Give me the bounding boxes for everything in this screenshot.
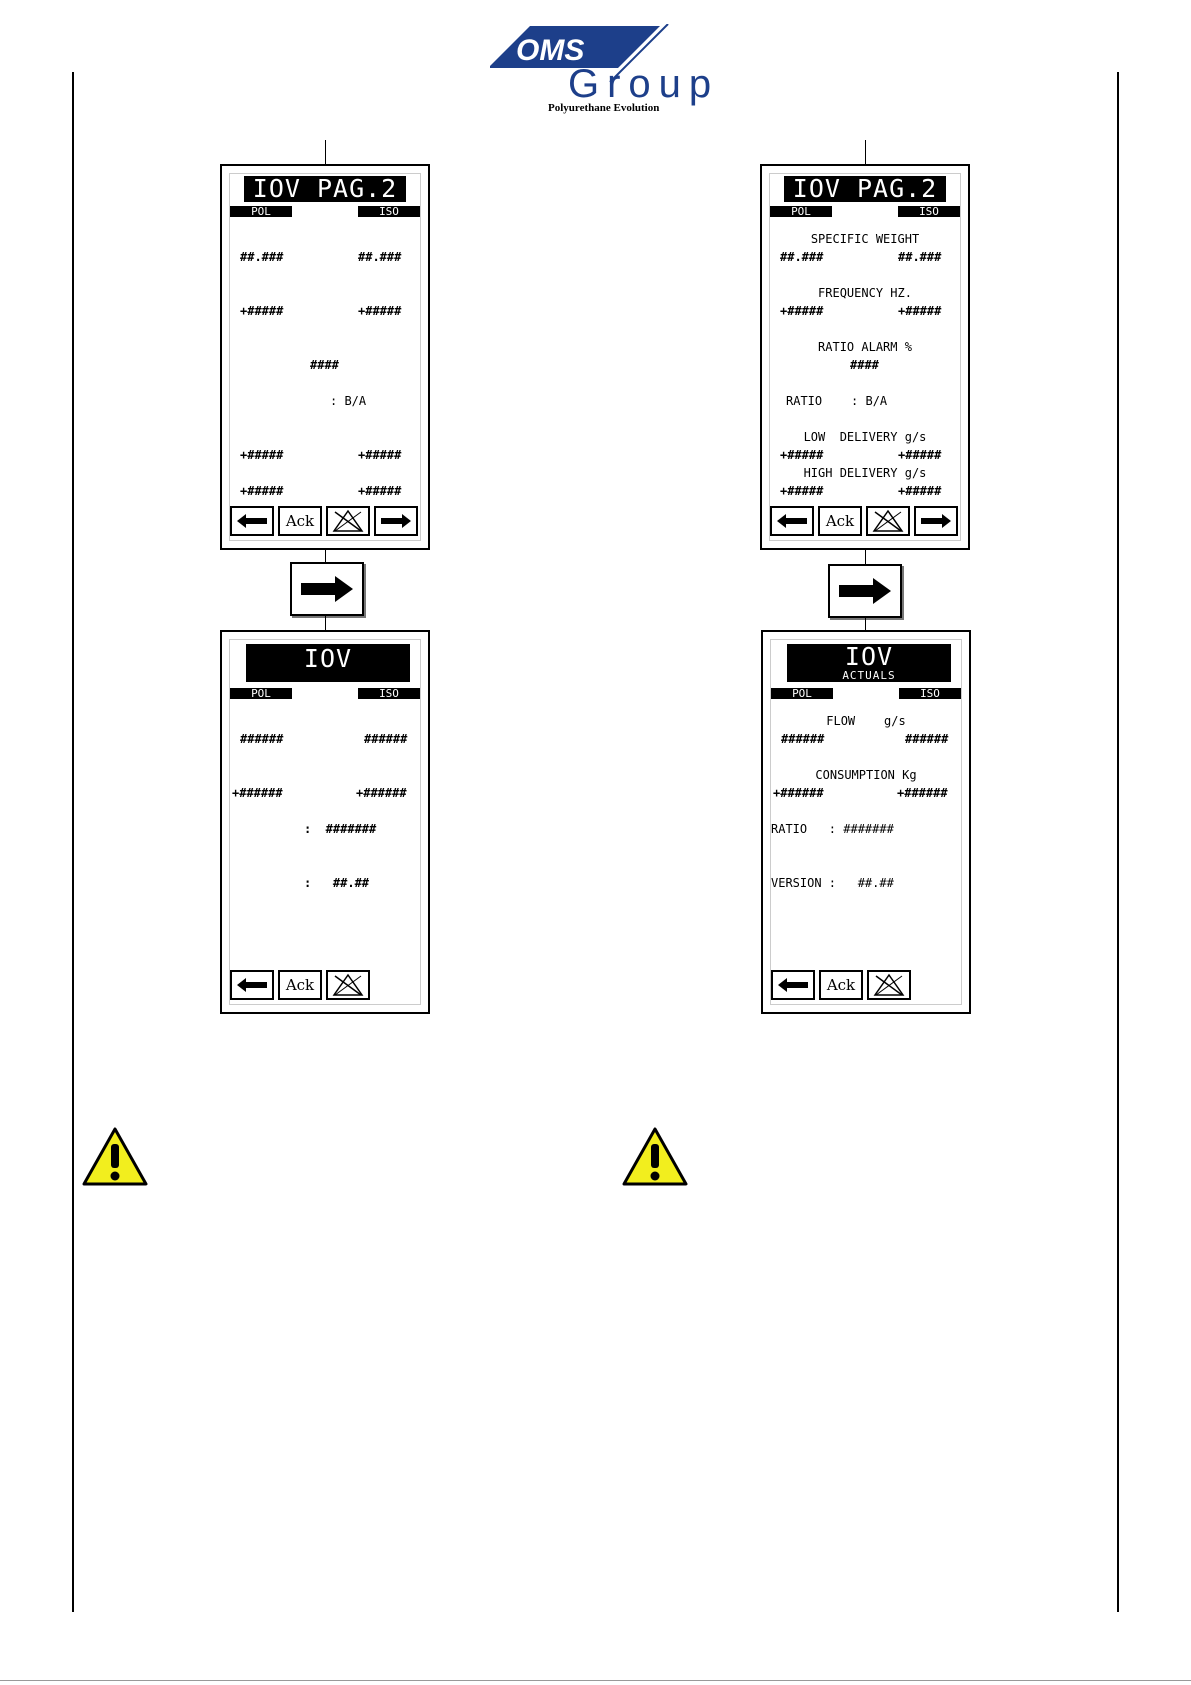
low-delivery-pol-value: +##### (780, 448, 824, 462)
left-actuals-screen (220, 630, 430, 1014)
screen-title-text: IOV (844, 642, 894, 671)
flow-iso-value: ###### (364, 732, 408, 746)
frequency-pol-value: +##### (240, 304, 284, 318)
ratio-value: : B/A (330, 394, 367, 408)
ratio-value: : ####### (304, 822, 377, 836)
back-button[interactable] (230, 970, 274, 1000)
mute-alarm-button[interactable] (866, 506, 910, 536)
arrow-right-icon (381, 514, 411, 528)
arrow-left-icon (237, 514, 267, 528)
ack-button[interactable]: Ack (819, 970, 863, 1000)
screen-title: IOV (246, 644, 410, 682)
iso-header: ISO (898, 206, 960, 217)
ratio-line: RATIO : ####### (771, 822, 894, 836)
consumption-pol-value: +###### (773, 786, 824, 800)
screen-subtitle: ACTUALS (842, 669, 896, 682)
alarm-mute-icon (332, 973, 364, 997)
high-delivery-pol-value: +##### (780, 484, 824, 498)
specific-weight-label: SPECIFIC WEIGHT (810, 232, 920, 246)
high-delivery-iso-value: +##### (358, 484, 402, 498)
arrow-left-icon (777, 514, 807, 528)
mute-alarm-button[interactable] (867, 970, 911, 1000)
logo-group-text: Group (568, 62, 720, 106)
next-button[interactable] (374, 506, 418, 536)
connector-line (325, 616, 326, 630)
version-line: VERSION : ##.## (771, 876, 894, 890)
low-delivery-pol-value: +##### (240, 448, 284, 462)
flow-label: FLOW g/s (826, 714, 906, 728)
oms-group-logo (490, 24, 720, 116)
ack-button[interactable]: Ack (278, 506, 322, 536)
frequency-iso-value: +##### (898, 304, 942, 318)
consumption-label: CONSUMPTION Kg (815, 768, 917, 782)
pol-header: POL (230, 206, 292, 217)
connector-line (865, 140, 866, 164)
right-margin-rule (1117, 72, 1119, 1612)
consumption-iso-value: +###### (356, 786, 407, 800)
ratio-line: RATIO : B/A (786, 394, 888, 408)
ratio-alarm-label: RATIO ALARM % (818, 340, 912, 354)
warning-icon (82, 1126, 148, 1188)
back-button[interactable] (230, 506, 274, 536)
version-value: : ##.## (304, 876, 370, 890)
low-delivery-iso-value: +##### (898, 448, 942, 462)
logo-tagline: Polyurethane Evolution (548, 102, 660, 114)
low-delivery-iso-value: +##### (358, 448, 402, 462)
connector-line (325, 550, 326, 562)
back-button[interactable] (771, 970, 815, 1000)
arrow-left-icon (778, 978, 808, 992)
left-margin-rule (72, 72, 74, 1612)
high-delivery-pol-value: +##### (240, 484, 284, 498)
arrow-right-icon (839, 578, 891, 604)
low-delivery-label: LOW DELIVERY g/s (803, 430, 927, 444)
flow-pol-value: ###### (240, 732, 284, 746)
warning-icon (622, 1126, 688, 1188)
specific-weight-pol-value: ##.### (780, 250, 824, 264)
pol-header: POL (230, 688, 292, 699)
iso-header: ISO (899, 688, 961, 699)
specific-weight-pol-value: ##.### (240, 250, 284, 264)
specific-weight-iso-value: ##.### (898, 250, 942, 264)
alarm-mute-icon (332, 509, 364, 533)
pol-header: POL (771, 688, 833, 699)
high-delivery-iso-value: +##### (898, 484, 942, 498)
screen-title: IOV PAG.2 (244, 176, 406, 202)
high-delivery-label: HIGH DELIVERY g/s (803, 466, 927, 480)
svg-text:OMS: OMS (516, 34, 585, 67)
alarm-mute-icon (872, 509, 904, 533)
alarm-mute-icon (873, 973, 905, 997)
next-page-button[interactable] (828, 564, 902, 618)
screen-title (787, 644, 951, 682)
arrow-left-icon (237, 978, 267, 992)
right-page2-screen (760, 164, 970, 550)
connector-line (865, 618, 866, 630)
ack-button[interactable]: Ack (818, 506, 862, 536)
arrow-right-icon (921, 514, 951, 528)
frequency-iso-value: +##### (358, 304, 402, 318)
right-actuals-screen (761, 630, 971, 1014)
ratio-alarm-value: #### (310, 358, 339, 372)
mute-alarm-button[interactable] (326, 970, 370, 1000)
iso-header: ISO (358, 688, 420, 699)
next-page-button[interactable] (290, 562, 364, 616)
bottom-rule (0, 1680, 1191, 1681)
screen-title: IOV PAG.2 (784, 176, 946, 202)
consumption-pol-value: +###### (232, 786, 283, 800)
iso-header: ISO (358, 206, 420, 217)
frequency-pol-value: +##### (780, 304, 824, 318)
pol-header: POL (770, 206, 832, 217)
back-button[interactable] (770, 506, 814, 536)
connector-line (865, 550, 866, 564)
next-button[interactable] (914, 506, 958, 536)
specific-weight-iso-value: ##.### (358, 250, 402, 264)
ratio-alarm-value: #### (850, 358, 879, 372)
consumption-iso-value: +###### (897, 786, 948, 800)
arrow-right-icon (301, 576, 353, 602)
flow-pol-value: ###### (781, 732, 825, 746)
frequency-label: FREQUENCY HZ. (818, 286, 912, 300)
left-page2-screen (220, 164, 430, 550)
flow-iso-value: ###### (905, 732, 949, 746)
ack-button[interactable]: Ack (278, 970, 322, 1000)
mute-alarm-button[interactable] (326, 506, 370, 536)
connector-line (325, 140, 326, 164)
